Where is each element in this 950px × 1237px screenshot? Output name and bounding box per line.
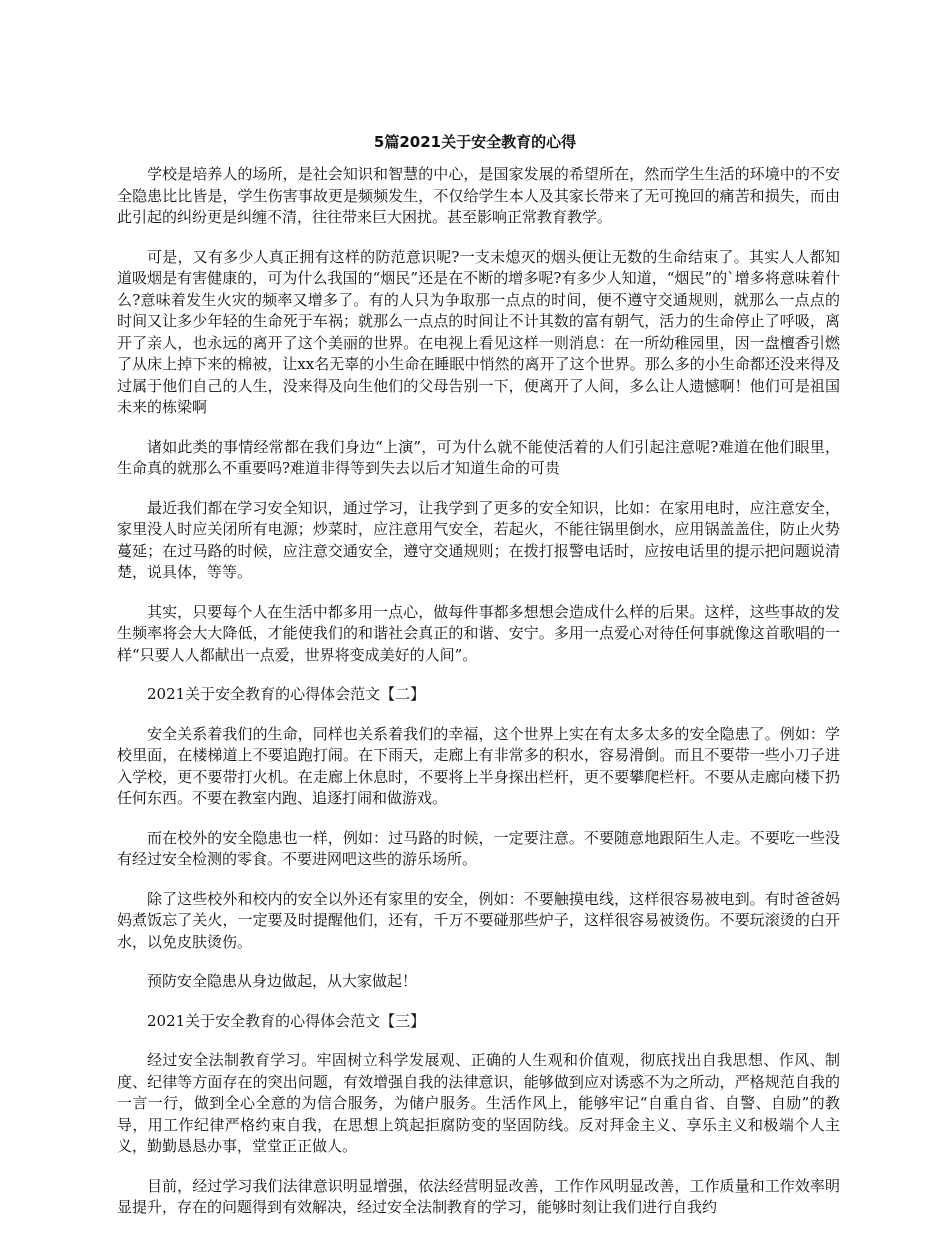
- paragraph: 预防安全隐患从身边做起，从大家做起！: [147, 972, 418, 990]
- paragraph: 而在校外的安全隐患也一样，例如：过马路的时候，一定要注意。不要随意地跟陌生人走。不要吃一些没有经过安全检测的零食。不要进网吧这些的游乐场所。: [117, 828, 840, 868]
- paragraph: 安全关系着我们的生命，同样也关系着我们的幸福，这个世界上实在有太多太多的安全隐患了。例如：学校里面，在楼梯道上不要追跑打闹。在下雨天，走廊上有非常多的积水，容易滑倒。而且不要带一些小刀子进入学校，更不要带打火机。在走廊上休息时，不要将上半身探出栏杆，更不要攀爬栏杆。不要从走廊向楼下扔任何东西。不要在教室内跑、追逐打闹和做游戏。: [117, 724, 840, 807]
- section-heading-3: 2021关于安全教育的心得体会范文【三】: [147, 1011, 426, 1030]
- paragraph: 可是，又有多少人真正拥有这样的防范意识呢?一支未熄灭的烟头便让无数的生命结束了。其实人人都知道吸烟是有害健康的，可为什么我国的“烟民”还是在不断的增多呢?有多少人知道，“烟民”的`增多将意味着什么?意味着发生火灾的频率又增多了。有的人只为争取那一点点的时间，便不遵守交通规则，就那么一点点的时间又让多少年轻的生命死于车祸；就那么一点点的时间让不计其数的富有朝气，活力的生命停止了呼吸，离开了亲人，也永远的离开了这个美丽的世界。在电视上看见这样一则消息：在一所幼稚园里，因一盘檀香引燃了从床上掉下来的棉被，让xx名无辜的小生命在睡眠中悄然的离开了这个世界。那么多的小生命都还没来得及过属于他们自己的人生，没来得及向生他们的父母告别一下，便离开了人间，多么让人遗憾啊！他们可是祖国未来的栋梁啊: [117, 247, 840, 416]
- section-heading-2: 2021关于安全教育的心得体会范文【二】: [147, 685, 426, 703]
- paragraph: 诸如此类的事情经常都在我们身边“上演”，可为什么就不能使活着的人们引起注意呢?难道在他们眼里，生命真的就那么不重要吗?难道非得等到失去以后才知道生命的可贵: [117, 437, 840, 477]
- paragraph: 最近我们都在学习安全知识，通过学习，让我学到了更多的安全知识，比如：在家用电时，应注意安全，家里没人时应关闭所有电源；炒菜时，应注意用气安全，若起火，不能往锅里倒水，应用锅盖盖住，防止火势蔓延；在过马路的时候，应注意交通安全，遵守交通规则；在拨打报警电话时，应按电话里的提示把问题说清楚，说具体，等等。: [117, 498, 840, 581]
- paragraph: 目前，经过学习我们法律意识明显增强，依法经营明显改善，工作作风明显改善，工作质量和工作效率明显提升，存在的问题得到有效解决，经过安全法制教育的学习，能够时刻让我们进行自我约: [117, 1176, 840, 1216]
- paragraph: 除了这些校外和校内的安全以外还有家里的安全，例如：不要触摸电线，这样很容易被电到。有时爸爸妈妈煮饭忘了关火，一定要及时提醒他们，还有，千万不要碰那些炉子，这样很容易被烫伤。不要玩滚烫的白开水，以免皮肤烫伤。: [117, 889, 840, 951]
- paragraph: 其实，只要每个人在生活中都多用一点心，做每件事都多想想会造成什么样的后果。这样，这些事故的发生频率将会大大降低，才能使我们的和谐社会真正的和谐、安宁。多用一点爱心对待任何事就像这首歌唱的一样“只要人人都献出一点爱，世界将变成美好的人间”。: [117, 602, 840, 664]
- paragraph: 经过安全法制教育学习。牢固树立科学发展观、正确的人生观和价值观，彻底找出自我思想、作风、制度、纪律等方面存在的突出问题，有效增强自我的法律意识，能够做到应对诱惑不为之所动，严格规范自我的一言一行，做到全心全意的为信合服务，为储户服务。生活作风上，能够牢记“自重自省、自警、自励”的教导，用工作纪律严格约束自我，在思想上筑起拒腐防变的坚固防线。反对拜金主义、享乐主义和极端个人主义，勤勤恳恳办事，堂堂正正做人。: [117, 1051, 840, 1155]
- document-body: [117, 164, 840, 1237]
- document-title: 5篇2021关于安全教育的心得: [373, 133, 577, 151]
- paragraph: 学校是培养人的场所，是社会知识和智慧的中心，是国家发展的希望所在，然而学生生活的环境中的不安全隐患比比皆是，学生伤害事故更是频频发生，不仅给学生本人及其家长带来了无可挽回的痛苦和损失，而由此引起的纠纷更是纠缠不清，往往带来巨大困扰。甚至影响正常教育教学。: [117, 165, 840, 226]
